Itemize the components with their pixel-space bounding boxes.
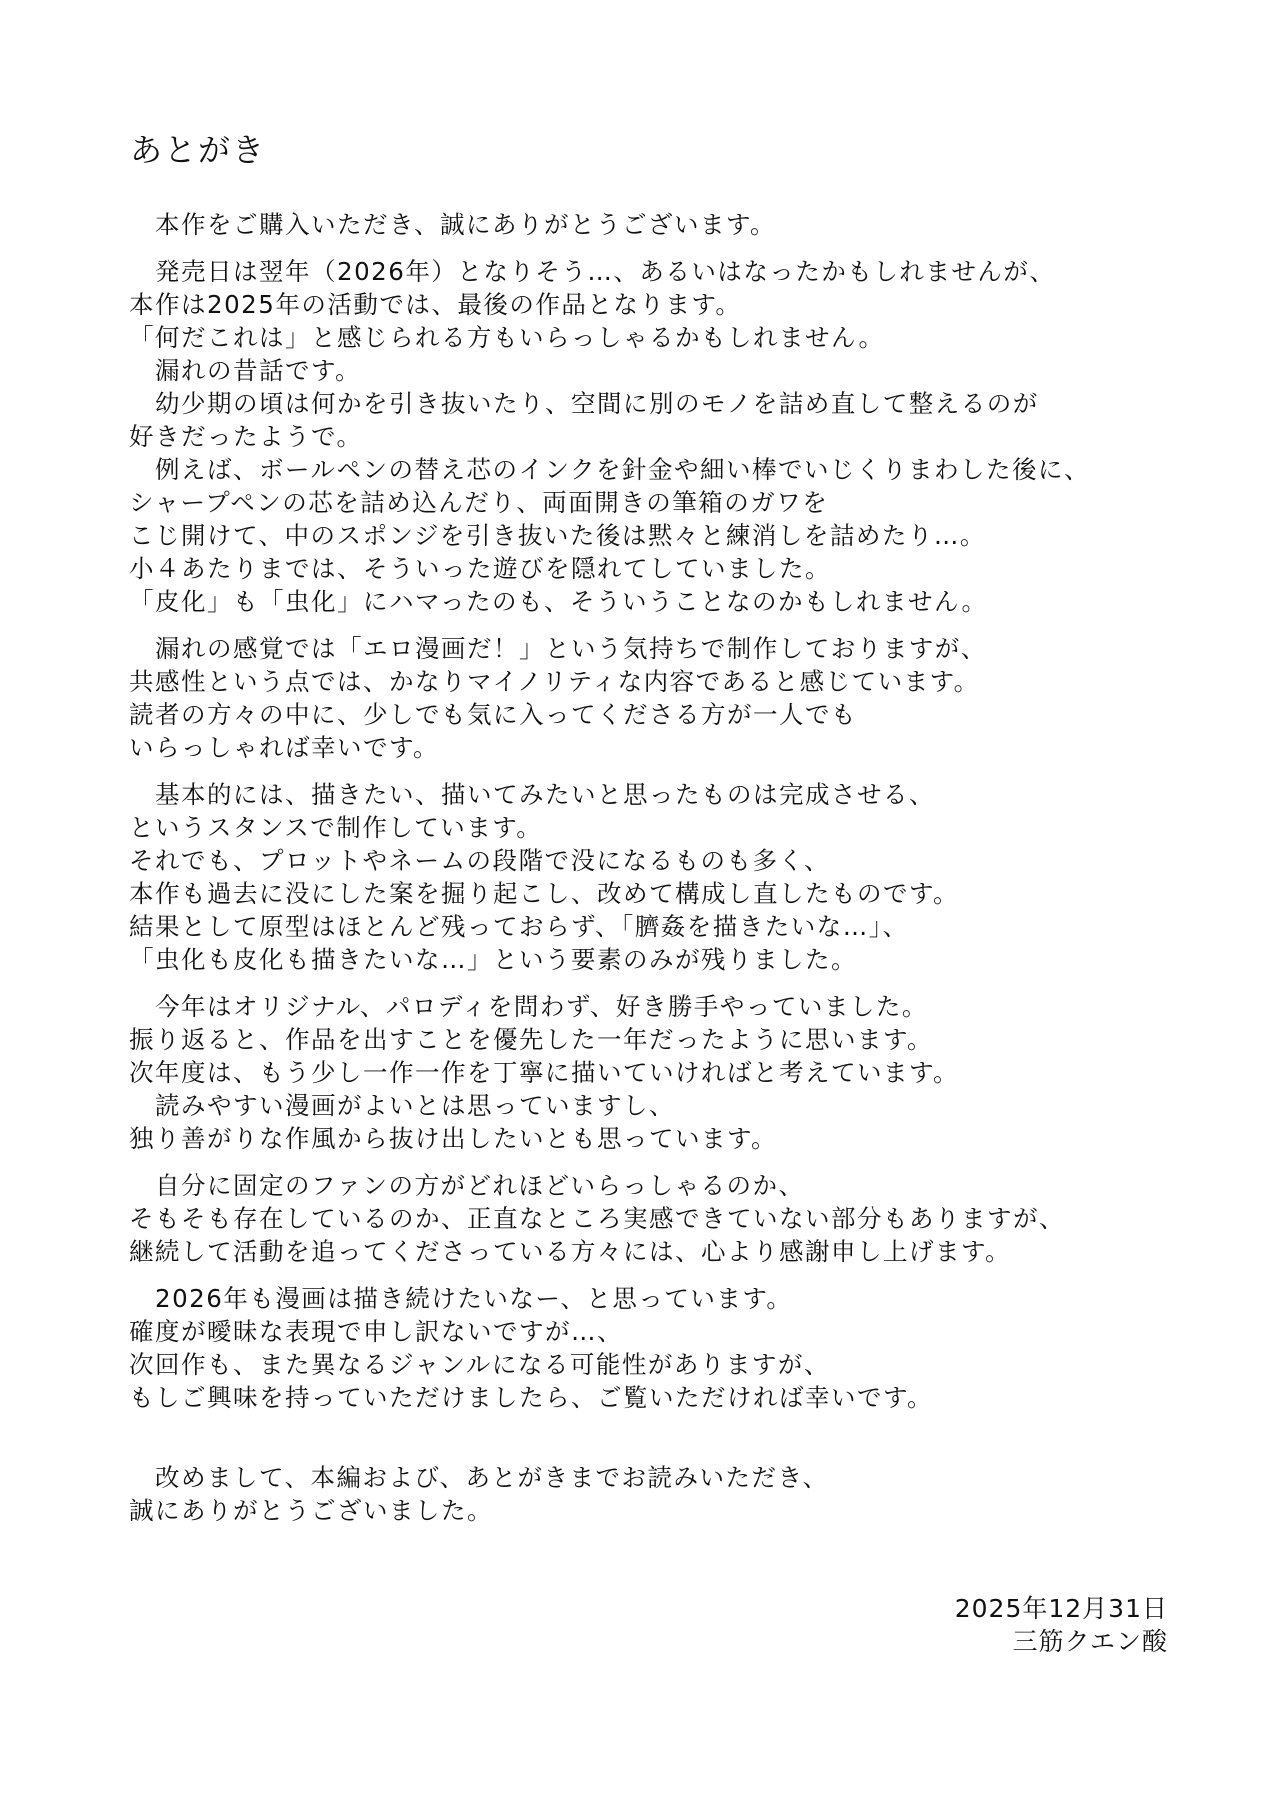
text-line: こじ開けて、中のスポンジを引き抜いた後は黙々と練消しを詰めたり…。 [129,521,986,550]
paragraph-6 [129,1169,1209,1268]
text-line: いらっしゃれば幸いです。 [129,733,440,762]
text-line: 例えば、ボールペンの替え芯のインクを針金や細い棒でいじくりまわした後に、 [129,455,1091,484]
text-line: 2026年も漫画は描き続けたいなー、と思っています。 [129,1284,793,1313]
text-line: 「虫化も皮化も描きたいな…」という要素のみが残りました。 [129,945,857,974]
text-line: 「皮化」も「虫化」にハマったのも、そういうことなのかもしれません。 [129,587,988,616]
paragraph-4 [129,778,1209,976]
text-line: 今年はオリジナル、パロディを問わず、好き勝手やっていました。 [129,992,928,1021]
text-line: 幼少期の頃は何かを引き抜いたり、空間に別のモノを詰め直して整えるのが [129,389,1039,418]
paragraph-3 [129,632,1209,764]
text-line: 共感性という点では、かなりマイノリティな内容であると感じています。 [129,667,980,696]
text-line: 読みやすい漫画がよいとは思っていますし、 [129,1091,675,1120]
text-line: 「何だこれは」と感じられる方もいらっしゃるかもしれません。 [129,323,885,352]
text-line: 確度が曖昧な表現で申し訳ないですが…、 [129,1317,623,1346]
paragraph-8 [129,1428,1209,1527]
text-line: そもそも存在しているのか、正直なところ実感できていない部分もありますが、 [129,1204,1065,1233]
paragraph-1 [129,208,1209,241]
text-line: シャープペンの芯を詰め込んだり、両面開きの筆箱のガワを [129,488,829,517]
text-line: 発売日は翌年（2026年）となりそう…、あるいはなったかもしれませんが、 [129,257,1056,286]
text-line: 継続して活動を追ってくださっている方々には、心より感謝申し上げます。 [129,1237,1012,1266]
text-line: 漏れの感覚では「エロ漫画だ！」という気持ちで制作しておりますが、 [129,634,987,663]
text-line: 読者の方々の中に、少しでも気に入ってくださる方が一人でも [129,700,857,729]
page-title: あとがき [130,131,267,169]
paragraph-2 [129,255,1209,618]
text-line: 結果として原型はほとんど残っておらず、「臍姦を描きたいな…」、 [129,912,909,941]
text-line: 独り善がりな作風から抜け出したいとも思っています。 [129,1124,778,1153]
paragraph-5 [129,990,1209,1155]
text-line: 誠にありがとうございました。 [129,1496,493,1525]
text-line: というスタンスで制作しています。 [129,813,543,842]
text-line: 振り返ると、作品を出すことを優先した一年だったように思います。 [129,1025,934,1054]
text-line: 次年度は、もう少し一作一作を丁寧に描いていければと考えています。 [129,1058,960,1087]
text-line: 小４あたりまでは、そういった遊びを隠れてしていました。 [129,554,831,583]
text-line: 次回作も、また異なるジャンルになる可能性がありますが、 [129,1350,830,1379]
text-line: 漏れの昔話です。 [129,356,362,385]
blank-line [129,1428,1209,1461]
signature-date: 2025年12月31日 [954,1594,1168,1623]
text-line: 基本的には、描きたい、描いてみたいと思ったものは完成させる、 [129,780,935,809]
paragraph-7 [129,1282,1209,1414]
text-line: 改めまして、本編および、あとがきまでお読みいただき、 [129,1463,829,1492]
text-line: 本作は2025年の活動では、最後の作品となります。 [129,290,742,319]
text-line: 自分に固定のファンの方がどれほどいらっしゃるのか、 [129,1171,805,1200]
signature-block [955,1592,1168,1658]
afterword-body [129,208,1209,1541]
text-line: もしご興味を持っていただけましたら、ご覧いただければ幸いです。 [129,1383,934,1412]
signature-author: 三筋クエン酸 [1012,1627,1168,1656]
text-line: 好きだったようで。 [129,422,363,451]
text-line: 本作も過去に没にした案を掘り起こし、改めて構成し直したものです。 [129,879,960,908]
text-line: それでも、プロットやネームの段階で没になるものも多く、 [129,846,831,875]
text-line: 本作をご購入いただき、誠にありがとうございます。 [129,210,777,239]
